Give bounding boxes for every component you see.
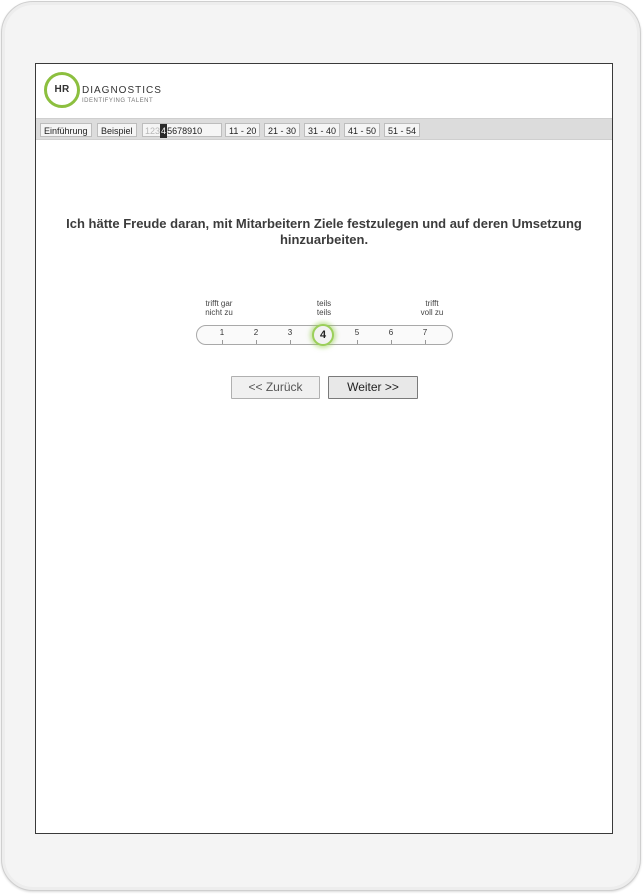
nav-intro-button[interactable]: Einführung (40, 123, 92, 137)
page-link-1[interactable]: 1 (145, 126, 151, 136)
scale-label-middle-line1: teils (316, 299, 332, 308)
tick-mark (290, 340, 291, 344)
header (36, 64, 612, 118)
page-link-5[interactable]: 5 (167, 126, 173, 136)
logo-title: DIAGNOSTICS (82, 85, 162, 96)
scale-label-right (414, 299, 450, 317)
tick-mark (391, 340, 392, 344)
scale-label-middle (306, 299, 342, 317)
scale-tick-3[interactable]: 3 (287, 328, 293, 337)
logo-tagline: IDENTIFYING TALENT (82, 98, 154, 104)
page-index (142, 123, 222, 137)
slider-knob[interactable]: 4 (312, 324, 334, 346)
page-link-2[interactable]: 2 (150, 126, 156, 136)
page-link-7[interactable]: 7 (177, 126, 183, 136)
page-current-4[interactable]: 4 (161, 126, 167, 136)
page-link-3[interactable]: 3 (155, 126, 161, 136)
logo-mark: HR (54, 84, 70, 95)
page-link-8[interactable]: 8 (182, 126, 188, 136)
tick-mark (256, 340, 257, 344)
screen (35, 63, 613, 834)
page-link-10[interactable]: 10 (192, 126, 203, 136)
nav-range-51-54[interactable]: 51 - 54 (384, 123, 420, 137)
tick-mark (222, 340, 223, 344)
scale-label-left-line2: nicht zu (205, 308, 233, 317)
scale-label-right-line2: voll zu (420, 308, 444, 317)
nav-example-button[interactable]: Beispiel (97, 123, 137, 137)
scale-tick-2[interactable]: 2 (253, 328, 259, 337)
tablet-frame (1, 1, 641, 891)
next-button[interactable]: Weiter >> (328, 376, 418, 399)
scale-tick-1[interactable]: 1 (219, 328, 225, 337)
tick-mark (357, 340, 358, 344)
tick-mark (425, 340, 426, 344)
nav-range-31-40[interactable]: 31 - 40 (304, 123, 340, 137)
nav-range-21-30[interactable]: 21 - 30 (264, 123, 300, 137)
navigation-bar (36, 118, 612, 140)
scale-tick-5[interactable]: 5 (354, 328, 360, 337)
back-button[interactable]: << Zurück (231, 376, 320, 399)
scale-label-right-line1: trifft (425, 299, 439, 308)
scale-label-left (199, 299, 239, 317)
scale-tick-7[interactable]: 7 (422, 328, 428, 337)
scale-tick-6[interactable]: 6 (388, 328, 394, 337)
scale-label-middle-line2: teils (316, 308, 332, 317)
page-link-6[interactable]: 6 (172, 126, 178, 136)
scale-label-left-line1: trifft gar (205, 299, 233, 308)
nav-range-41-50[interactable]: 41 - 50 (344, 123, 380, 137)
hr-logo (44, 72, 80, 108)
question-text: Ich hätte Freude daran, mit Mitarbeitern Ziele festzulegen und auf deren Umsetzung hinzuarbeiten. (66, 216, 582, 247)
page-link-9[interactable]: 9 (187, 126, 193, 136)
nav-range-11-20[interactable]: 11 - 20 (225, 123, 260, 137)
